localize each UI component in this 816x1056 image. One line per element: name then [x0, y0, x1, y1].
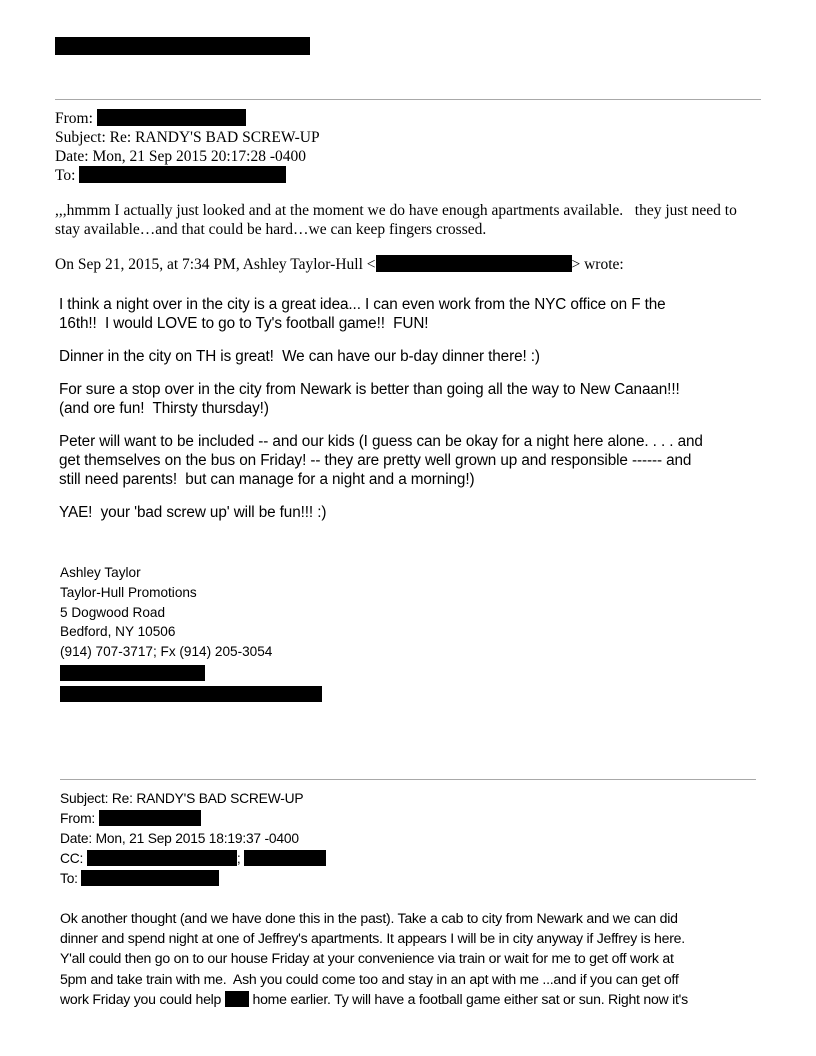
- paragraph-line: For sure a stop over in the city from Newark is better than going all the way to New Canaan!!!: [59, 381, 680, 398]
- body-line: stay available…and that could be hard…we can keep fingers crossed.: [55, 221, 487, 238]
- from-line: [60, 809, 326, 829]
- email-header: [60, 789, 326, 889]
- quote-intro-text: On Sep 21, 2015, at 7:34 PM, Ashley Taylor-Hull <: [55, 256, 376, 273]
- redaction-block: [60, 686, 322, 702]
- redaction-block: [60, 665, 205, 681]
- signature-name: Ashley Taylor: [60, 565, 141, 580]
- paragraph-line: YAE! your 'bad screw up' will be fun!!! :): [59, 504, 327, 521]
- body-text: home earlier. Ty will have a football game either sat or sun. Right now it's: [248, 990, 688, 1007]
- date-line: Date: Mon, 21 Sep 2015 18:19:37 -0400: [60, 831, 299, 846]
- to-label: To:: [55, 167, 76, 184]
- redaction-block: [99, 810, 201, 826]
- to-label: To:: [60, 871, 78, 886]
- body-line: Y'all could then go on to our house Friday at your convenience via train or wait for me to get off work at: [60, 950, 674, 967]
- paragraph-line: still need parents! but can manage for a night and a morning!): [59, 471, 475, 488]
- paragraph-line: I think a night over in the city is a great idea... I can even work from the NYC office on F the: [59, 296, 666, 313]
- redaction-block: [79, 166, 286, 183]
- email-body: [60, 908, 688, 1009]
- redaction-block: [55, 37, 310, 55]
- email-body: [55, 201, 737, 239]
- email-header: [55, 109, 320, 185]
- redaction-block: [97, 109, 246, 126]
- body-text: work Friday you could help: [60, 990, 225, 1007]
- to-line: [55, 166, 320, 185]
- signature-phone: (914) 707-3717; Fx (914) 205-3054: [60, 644, 273, 660]
- paragraph-line: Peter will want to be included -- and our kids (I guess can be okay for a night here alone. . . . and: [59, 433, 703, 450]
- paragraph-line: 16th!! I would LOVE to go to Ty's football game!! FUN!: [59, 315, 429, 332]
- from-line: [55, 109, 320, 128]
- redaction-block: [81, 870, 219, 886]
- quote-intro: [55, 255, 624, 274]
- body-line: ,,,hmmm I actually just looked and at the moment we do have enough apartments available. they just need to: [55, 202, 737, 219]
- cc-separator: ;: [236, 851, 241, 866]
- date-line: Date: Mon, 21 Sep 2015 20:17:28 -0400: [55, 148, 306, 165]
- signature-address: 5 Dogwood Road: [60, 604, 166, 620]
- redaction-block: [376, 255, 572, 272]
- body-line: 5pm and take train with me. Ash you could come too and stay in an apt with me ...and if you can get off: [60, 970, 679, 987]
- body-line: [60, 989, 688, 1009]
- redaction-block: [225, 991, 249, 1007]
- redaction-block: [87, 850, 237, 866]
- divider: [60, 779, 756, 780]
- to-line: [60, 869, 326, 889]
- quoted-message: [59, 295, 703, 522]
- signature-company: Taylor-Hull Promotions: [60, 584, 197, 600]
- cc-line: [60, 849, 326, 869]
- paragraph-line: get themselves on the bus on Friday! -- they are pretty well grown up and responsible ------ and: [59, 452, 692, 469]
- paragraph-line: Dinner in the city on TH is great! We can have our b-day dinner there! :): [59, 348, 540, 365]
- body-line: Ok another thought (and we have done this in the past). Take a cab to city from Newark and we can did: [60, 910, 678, 926]
- signature-city: Bedford, NY 10506: [60, 624, 176, 640]
- signature: [60, 563, 272, 662]
- from-label: From:: [60, 811, 96, 826]
- from-label: From:: [55, 110, 93, 127]
- subject-line: Subject: Re: RANDY'S BAD SCREW-UP: [60, 791, 304, 806]
- body-line: dinner and spend night at one of Jeffrey's apartments. It appears I will be in city anyway if Jeffrey is here.: [60, 930, 685, 947]
- subject-line: Subject: Re: RANDY'S BAD SCREW-UP: [55, 129, 320, 146]
- paragraph-line: (and ore fun! Thirsty thursday!): [59, 400, 269, 417]
- quote-intro-text: > wrote:: [571, 256, 624, 273]
- divider: [55, 99, 761, 100]
- cc-label: CC:: [60, 851, 84, 866]
- redaction-block: [244, 850, 326, 866]
